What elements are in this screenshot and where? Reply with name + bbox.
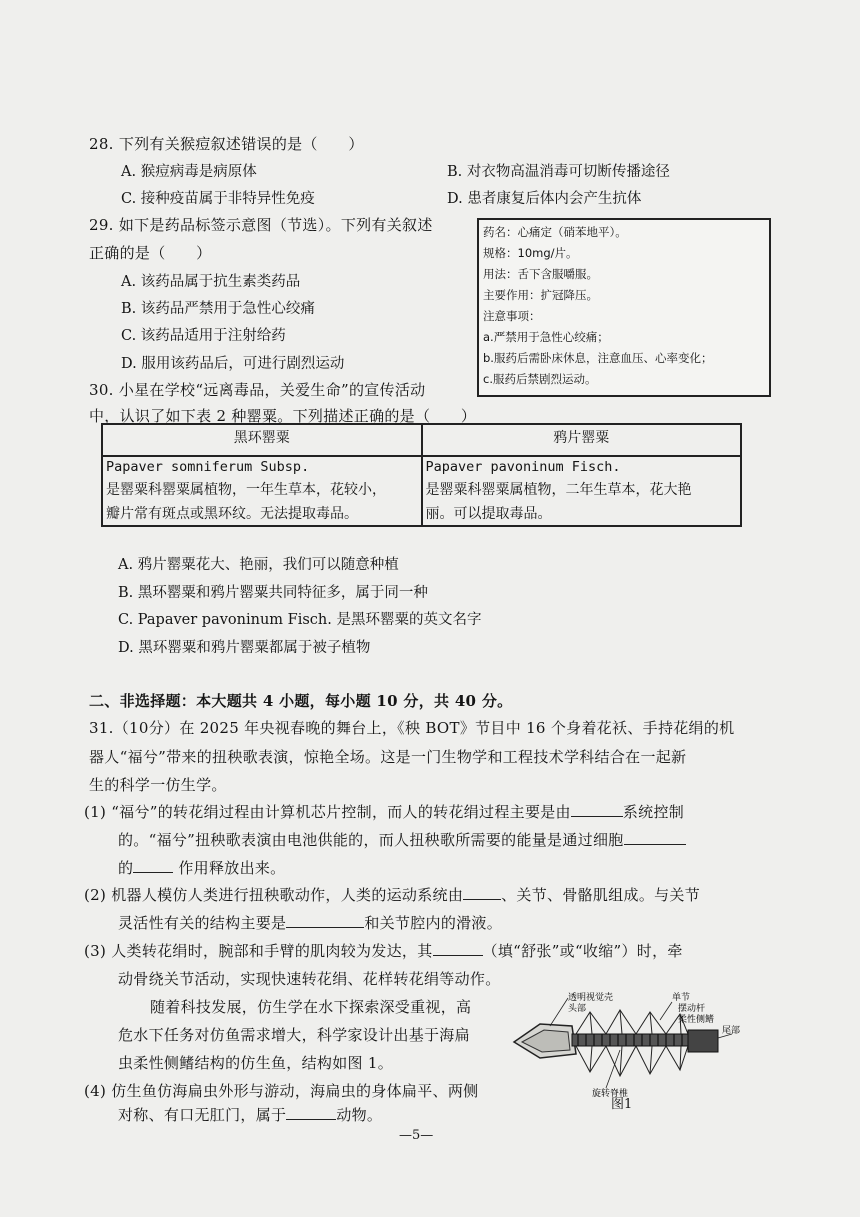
latin-name: Papaver pavoninum Fisch. <box>425 459 621 475</box>
q29-stem-line2: 正确的是（ ） <box>89 244 212 262</box>
figure-label-tail: 尾部 <box>722 1026 741 1036</box>
q31-part3-line2: 动骨绕关节活动，实现快速转花绢、花样转花绢等动作。 <box>118 970 501 988</box>
q31-part4-line1: (4) 仿生鱼仿海扁虫外形与游动，海扁虫的身体扁平、两侧 <box>84 1082 479 1100</box>
page-number: —5— <box>399 1128 434 1143</box>
text: 的 <box>118 859 134 877</box>
q31-part4-line2 <box>118 1104 382 1125</box>
table-cell-opium-poppy <box>422 456 742 526</box>
figure-label-segment: 单节 <box>672 993 691 1003</box>
drug-label-line: 规格：10mg/片。 <box>483 246 578 260</box>
figure-label-head: 头部 <box>568 1004 587 1014</box>
q29-option-c: C. 该药品适用于注射给药 <box>121 328 286 344</box>
q30-option-d: D. 黑环罂粟和鸦片罂粟都属于被子植物 <box>118 640 371 656</box>
q31-intro-line1: 31.（10分）在 2025 年央视春晚的舞台上，《秧 BOT》节目中 16 个身着花袄、手持花绢的机 <box>89 719 735 737</box>
table-header-black-ring-poppy: 黑环罂粟 <box>102 424 422 456</box>
answer-blank[interactable] <box>133 858 173 873</box>
text: (2) 机器人模仿人类进行扭秧歌动作，人类的运动系统由 <box>84 886 464 904</box>
spine-shape <box>572 1034 688 1046</box>
poppy-table <box>101 423 742 527</box>
answer-blank[interactable] <box>571 802 623 817</box>
q31-part3-line1 <box>84 940 683 961</box>
text: (1) “福兮”的转花绢过程由计算机芯片控制，而人的转花绢过程主要是由 <box>84 803 571 821</box>
q31-intro-line2: 器人“福兮”带来的扭秧歌表演，惊艳全场。这是一门生物学和工程技术学科结合在一起新 <box>89 748 687 766</box>
drug-label-line: c.服药后禁剧烈运动。 <box>483 372 597 386</box>
section-2-heading: 二、非选择题：本大题共 4 小题，每小题 10 分，共 40 分。 <box>89 692 513 710</box>
q29-stem-line1: 29. 如下是药品标签示意图（节选）。下列有关叙述 <box>89 216 433 234</box>
figure-label-transparent-shell: 透明视觉壳 <box>568 993 614 1003</box>
q29-option-b: B. 该药品严禁用于急性心绞痛 <box>121 301 315 317</box>
q30-option-c: C. Papaver pavoninum Fisch. 是黑环罂粟的英文名字 <box>118 612 482 628</box>
answer-blank[interactable] <box>286 913 364 928</box>
drug-label-box <box>477 218 771 397</box>
q30-stem-line2: 中，认识了如下表 2 种罂粟。下列描述正确的是（ ） <box>89 407 477 425</box>
bionic-fish-figure <box>510 990 750 1100</box>
text: （填“舒张”或“收缩”）时，牵 <box>482 942 683 960</box>
q31-context-line2: 危水下任务对仿鱼需求增大，科学家设计出基于海扁 <box>118 1026 470 1044</box>
answer-blank[interactable] <box>286 1105 336 1120</box>
q31-context-line1: 随着科技发展，仿生学在水下探索深受重视，高 <box>150 998 472 1016</box>
q31-part1-line1 <box>84 801 684 822</box>
description-line: 是罂粟科罂粟属植物，二年生草本，花大艳 <box>425 482 692 498</box>
figure-label-flexible-fin: 柔性侧鳍 <box>678 1015 715 1025</box>
text: 作用释放出来。 <box>173 859 286 877</box>
latin-name: Papaver somniferum Subsp. <box>106 459 310 475</box>
q31-context-line3: 虫柔性侧鳍结构的仿生鱼，结构如图 1。 <box>118 1054 394 1072</box>
text: 、关节、骨骼肌组成。与关节 <box>501 886 701 904</box>
drug-label-line: 药名：心痛定（硝苯地平）。 <box>483 225 627 239</box>
q31-intro-line3: 生的科学一仿生学。 <box>89 776 227 794</box>
figure-label-rotating-spine: 旋转脊椎 <box>592 1089 629 1099</box>
figure-label-swing-rod: 摆动杆 <box>678 1004 706 1014</box>
text: 和关节腔内的滑液。 <box>364 914 503 932</box>
description-line: 瓣片常有斑点或黑环纹。无法提取毒品。 <box>106 506 358 522</box>
q29-option-a: A. 该药品属于抗生素类药品 <box>121 274 301 290</box>
drug-label-line: 注意事项： <box>483 309 541 323</box>
description-line: 丽。可以提取毒品。 <box>425 506 552 522</box>
drug-label-line: b.服药后需卧床休息，注意血压、心率变化； <box>483 351 713 365</box>
q28-option-c: C. 接种疫苗属于非特异性免疫 <box>121 191 315 207</box>
q30-stem-line1: 30. 小星在学校“远离毒品，关爱生命”的宣传活动 <box>89 381 426 399</box>
answer-blank[interactable] <box>433 941 483 956</box>
q31-part1-line2 <box>118 829 686 850</box>
table-cell-black-ring-poppy <box>102 456 422 526</box>
text: 灵活性有关的结构主要是 <box>118 914 287 932</box>
drug-label-line: a.严禁用于急性心绞痛； <box>483 330 609 344</box>
q28-option-d: D. 患者康复后体内会产生抗体 <box>447 191 642 207</box>
q28-option-b: B. 对衣物高温消毒可切断传播途径 <box>447 164 670 180</box>
q29-option-d: D. 服用该药品后，可进行剧烈运动 <box>121 356 345 372</box>
text: 系统控制 <box>622 803 685 821</box>
q30-option-b: B. 黑环罂粟和鸦片罂粟共同特征多，属于同一种 <box>118 585 428 601</box>
table-header-opium-poppy: 鸦片罂粟 <box>422 424 742 456</box>
q31-part1-line3 <box>118 857 285 878</box>
tail-shape <box>688 1030 718 1052</box>
text: 对称、有口无肛门，属于 <box>118 1106 287 1124</box>
text: (3) 人类转花绢时，腕部和手臂的肌肉较为发达，其 <box>84 942 433 960</box>
q31-part2-line1 <box>84 884 700 905</box>
description-line: 是罂粟科罂粟属植物，一年生草本，花较小， <box>106 482 386 498</box>
q31-part2-line2 <box>118 912 502 933</box>
drug-label-line: 用法：舌下含服嚼服。 <box>483 267 598 281</box>
q28-stem: 28. 下列有关猴痘叙述错误的是（ ） <box>89 135 364 153</box>
answer-blank[interactable] <box>463 885 501 900</box>
answer-blank[interactable] <box>624 830 686 845</box>
figure-caption: 图1 <box>611 1097 633 1112</box>
text: 的。“福兮”扭秧歌表演由电池供能的，而人扭秧歌所需要的能量是通过细胞 <box>118 831 624 849</box>
drug-label-line: 主要作用：扩冠降压。 <box>483 288 598 302</box>
q30-option-a: A. 鸦片罂粟花大、艳丽，我们可以随意种植 <box>118 557 399 573</box>
text: 动物。 <box>336 1106 383 1124</box>
q28-option-a: A. 猴痘病毒是病原体 <box>121 164 257 180</box>
